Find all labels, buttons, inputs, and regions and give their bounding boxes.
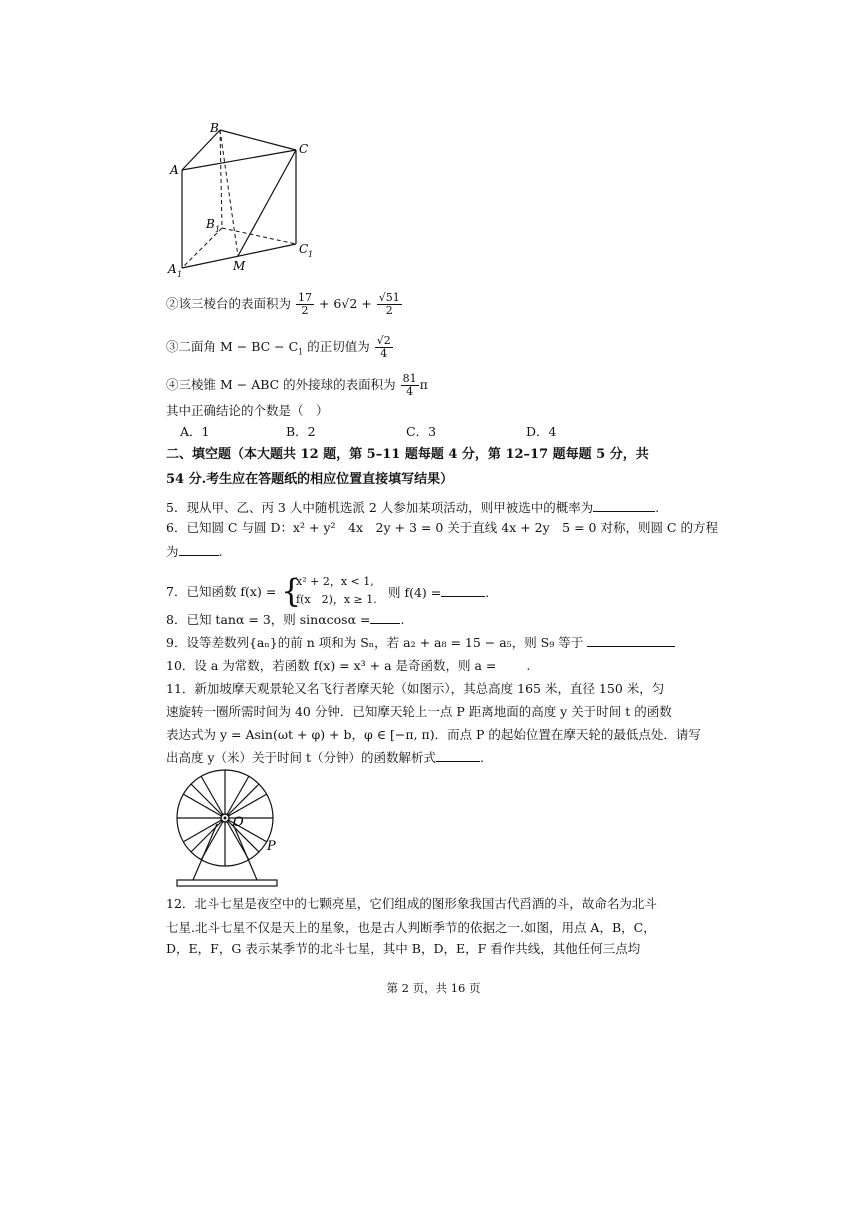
option-b: B．2 [286,424,316,439]
support-left [193,824,217,880]
label-C: C [299,142,309,156]
label-P: P [267,839,276,854]
hub-center [224,817,227,820]
label-B: B [210,121,219,135]
question-7-text: 7．已知函数 f(x) = [166,584,277,599]
question-12-line2: 七星.北斗七星不仅是天上的星象，也是古人判断季节的依据之一.如图，用点 A，B，C， [166,920,656,935]
statement-3 [166,335,394,361]
question-5: 5．现从甲、乙、丙 3 人中随机选派 2 人参加某项活动，则甲被选中的概率为 . [166,500,660,515]
support-right [233,824,257,880]
fraction-sqrt2-4: $\frac{√2}{4}$ [376,334,391,360]
section-2-heading-line1: 二、填空题（本大题共 12 题，第 5–11 题每题 4 分，第 12–17 题每题 5 分，共 [166,447,649,462]
question-8-text: 8．已知 tanα = 3，则 sinαcosα = [166,612,371,627]
label-C1: C [299,242,309,256]
statement-3-text: ③二面角 M − BC − C [166,339,299,354]
statement-2 [166,292,403,317]
edge-B1-A1 [182,228,222,268]
question-11-line4: 出高度 y（米）关于时间 t（分钟）的函数解析式 . [166,750,485,765]
edge-B1-C1 [222,228,296,244]
label-O: O [233,815,244,830]
question-10-text: 10．设 a 为常数，若函数 f(x) = x³ + a 是奇函数，则 a = [166,658,497,673]
option-c: C．3 [406,424,437,439]
fraction-17-2: $\frac{17}{2}$ [298,291,312,317]
label-A: A [170,163,179,177]
question-10: 10．设 a 为常数，若函数 f(x) = x³ + a 是奇函数，则 a = . [166,658,531,673]
answer-blank-5 [593,499,655,512]
answer-blank-9 [587,634,675,647]
question-6-line1: 6．已知圆 C 与圆 D：x² + y² 4x 2y + 3 = 0 关于直线 4x + 2y 5 = 0 对称，则圆 C 的方程 [166,520,718,535]
statement-2-text: ②该三棱台的表面积为 [166,296,292,311]
statement-3-mid: 的正切值为 [303,339,370,354]
label-A1: A [168,262,177,276]
answer-blank-11 [436,749,480,762]
question-12-line3: D，E，F，G 表示某季节的北斗七星，其中 B，D，E，F 看作共线，其他任何三点均 [166,941,641,956]
fraction-sqrt51-2: $\frac{√51}{2}$ [378,291,400,317]
question-6-text: 为 [166,544,179,559]
statement-4 [166,373,428,398]
edge-B-C [220,130,296,150]
label-C1-sub: 1 [308,250,314,259]
question-7-post: 则 f(4) = . [388,585,490,600]
piecewise-case-1: x² + 2，x < 1, [296,575,374,588]
question-11-line1: 11．新加坡摩天观景轮又名飞行者摩天轮（如图示），其总高度 165 米，直径 150 米，匀 [166,681,665,696]
piecewise-case-2: f(x 2)，x ≥ 1. [296,593,377,606]
question-9-text: 9．设等差数列{aₙ}的前 n 项和为 Sₙ，若 a₂ + a₈ = 15 − a₅，则 S₉ 等于 [166,635,584,650]
question-11-line3: 表达式为 y = Asin(ωt + φ) + b，φ ∈ [−π, π)．而点 P 的起始位置在摩天轮的最低点处．请写 [166,727,701,742]
question-5-text: 5．现从甲、乙、丙 3 人中随机选派 2 人参加某项活动，则甲被选中的概率为 [166,500,594,515]
section-2-heading-line2: 54 分.考生应在答题纸的相应位置直接填写结果） [166,472,454,487]
answer-blank-7 [441,584,485,597]
question-8: 8．已知 tanα = 3，则 sinαcosα = . [166,612,405,627]
answer-blank-8 [370,611,400,624]
question-9 [166,634,675,651]
label-M: M [233,259,246,273]
statement-3-sub: 1 [298,347,304,357]
statement-4-post: π [419,377,428,392]
ferris-wheel-figure [165,768,285,890]
edge-A-C [182,150,296,170]
option-a: A．1 [180,424,210,439]
prism-figure [160,118,320,280]
question-11-line2: 速旋转一圈所需时间为 40 分钟．已知摩天轮上一点 P 距离地面的高度 y 关于时间 t 的函数 [166,704,672,719]
statement-4-text: ④三棱锥 M − ABC 的外接球的表面积为 [166,377,396,392]
answer-blank-6 [179,543,219,556]
piecewise-brace: { [281,572,302,610]
question-6-line2: 为 . [166,544,223,559]
page-footer: 第 2 页，共 16 页 [386,981,481,995]
label-B1-sub: 1 [215,225,221,234]
option-d: D．4 [526,424,557,439]
wheel-base [177,880,277,886]
q4-options [166,424,586,440]
statement-2-mid: + 6√2 + [318,296,372,311]
q4-prompt: 其中正确结论的个数是（ ） [166,403,329,418]
edge-C-M [238,150,296,256]
question-11-text: 出高度 y（米）关于时间 t（分钟）的函数解析式 [166,750,437,765]
edge-B-M [220,130,238,256]
fraction-81-4: $\frac{81}{4}$ [402,372,417,398]
label-A1-sub: 1 [177,270,183,279]
label-B1: B [206,217,215,231]
question-12-line1: 12．北斗七星是夜空中的七颗亮星，它们组成的图形象我国古代舀酒的斗，故命名为北斗 [166,896,657,911]
